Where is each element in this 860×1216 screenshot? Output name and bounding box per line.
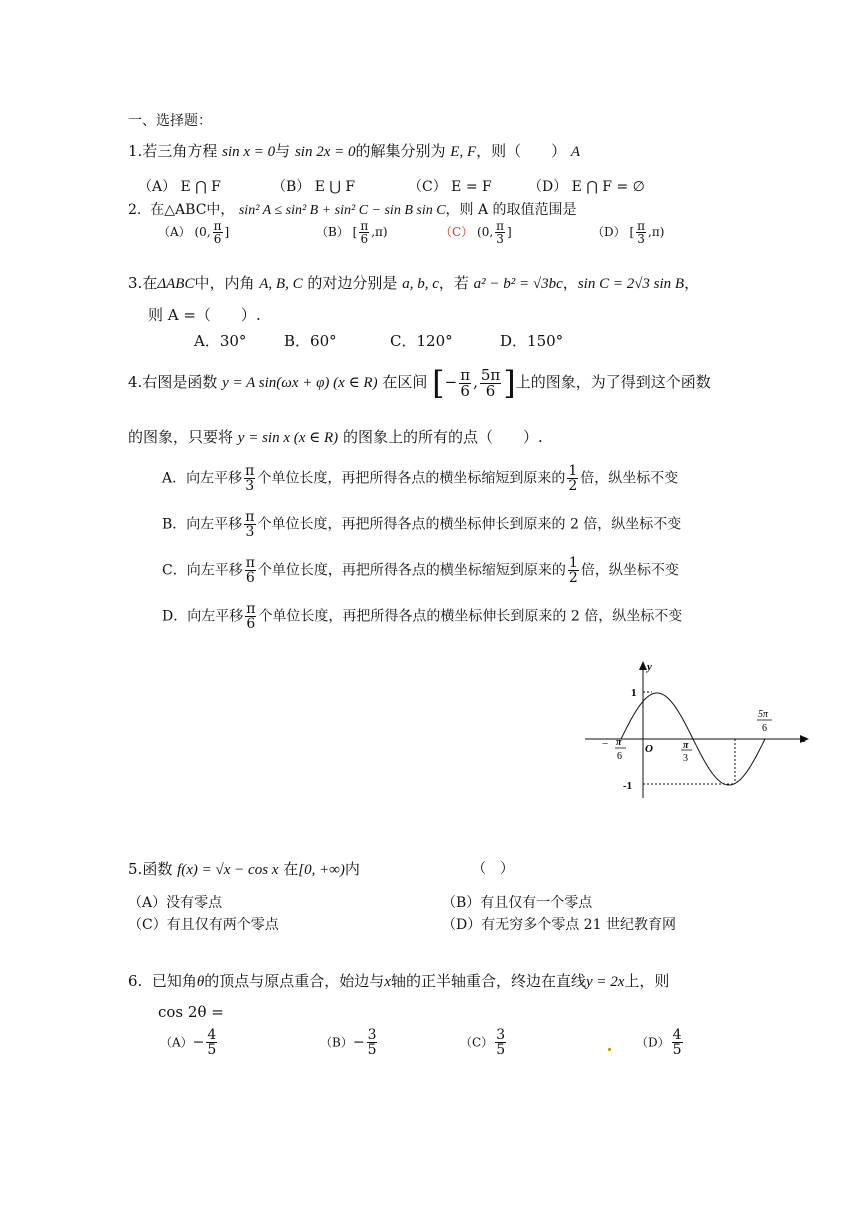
q2-option-c: （C） (0, $\frac{\pi}{3}$ ] [440,219,512,246]
q1-option-a: （A） E ⋂ F [138,179,221,195]
q4-option-b: B．向左平移 $\frac{\pi}{3}$ 个单位长度，再把所得各点的横坐标伸长到原来的 2 倍，纵坐标不变 [162,509,682,540]
stray-dot [608,1048,611,1051]
q6-option-a: （A）− $\frac{4}{5}$ [160,1027,217,1058]
tick-right-den: 6 [762,723,767,734]
tick-mid-num: π [683,740,689,751]
y-axis-arrow [639,661,647,670]
question-4-stem: 4.右图是函数 y = A sin(ωx + φ) (x ∈ R) 在区间 [− $\frac{\pi}{6}$ , $\frac{5\pi}{6}$ ]上的图象，为了得到这个函数 [128,364,711,402]
q2-option-a: （A） (0, $\frac{\pi}{6}$ ] [158,219,230,246]
section-title: 一、选择题： [128,113,212,129]
tick-one: 1 [631,687,637,699]
q1-option-d: （D） E ⋂ F = ∅ [528,179,645,195]
q4-option-a: A．向左平移 $\frac{\pi}{3}$ 个单位长度，再把所得各点的横坐标缩短到原来的 $\frac{1}{2}$ 倍，纵坐标不变 [162,463,679,494]
y-label: y [647,661,652,673]
q1-option-c: （C） E = F [408,179,492,195]
q2-option-d: （D） [ $\frac{\pi}{3}$ ,π) [592,219,665,246]
question-6-stem: 6. 已知角θ的顶点与原点重合，始边与x轴的正半轴重合，终边在直线y = 2x上，则 [128,972,670,990]
q3-option-c: C．120° [390,332,453,350]
question-5-stem: 5.函数 f(x) = √x − cos x 在[0, +∞)内 [128,860,360,878]
q6-option-d: （D） $\frac{4}{5}$ [636,1027,682,1058]
q5-option-b: （B）有且仅有一个零点 [442,895,593,911]
origin-label: O [645,743,653,755]
q4-option-c: C．向左平移 $\frac{\pi}{6}$ 个单位长度，再把所得各点的横坐标缩短到原来的 $\frac{1}{2}$ 倍，纵坐标不变 [162,555,679,586]
tick-mid-den: 3 [683,753,688,764]
q6-option-c: （C） $\frac{3}{5}$ [460,1027,506,1058]
sine-graph [585,660,810,800]
q2-option-b: （B） [ $\frac{\pi}{6}$ ,π) [316,219,388,246]
q5-option-a: （A）没有零点 [128,895,223,911]
q1-option-b: （B） E ⋃ F [272,179,356,195]
tick-left-minus: − [602,738,609,750]
q5-option-d: （D）有无穷多个零点 21 世纪教育网 [442,917,676,933]
tick-left-num: π [616,737,622,748]
question-1-answer: A [570,144,581,160]
question-1-stem: 1.若三角方程 sin x = 0与 sin 2x = 0的解集分别为 E, F，则（ ） A [128,142,581,160]
question-2-stem: 2. 在△ABC中， sin² A ≤ sin² B + sin² C − sin B sin C，则 A 的取值范围是 [128,202,577,218]
q3-option-b: B．60° [284,332,337,350]
sine-graph-svg [585,660,810,800]
tick-neg-one: -1 [623,780,633,792]
x-label: x [800,733,806,745]
q6-option-b: （B）− $\frac{3}{5}$ [320,1027,377,1058]
tick-right-num: 5π [758,709,769,720]
question-5-paren: （ ） [472,861,514,877]
q3-option-d: D．150° [500,332,564,350]
question-3-stem: 3.在ΔABC中，内角 A, B, C 的对边分别是 a, b, c，若 a² − b² = √3bc，sin C = 2√3 sin B， [128,274,700,292]
question-3-line2: 则 A =（ ）. [148,306,261,324]
question-6-line2: cos 2θ = [158,1003,224,1021]
q4-option-d: D．向左平移 $\frac{\pi}{6}$ 个单位长度，再把所得各点的横坐标伸长到原来的 2 倍，纵坐标不变 [162,601,683,632]
q5-option-c: （C）有且仅有两个零点 [128,917,279,933]
question-4-line2: 的图象，只要将 y = sin x (x ∈ R) 的图象上的所有的点（ ）. [128,428,543,446]
q3-option-a: A．30° [194,332,247,350]
tick-left-den: 6 [617,751,622,762]
